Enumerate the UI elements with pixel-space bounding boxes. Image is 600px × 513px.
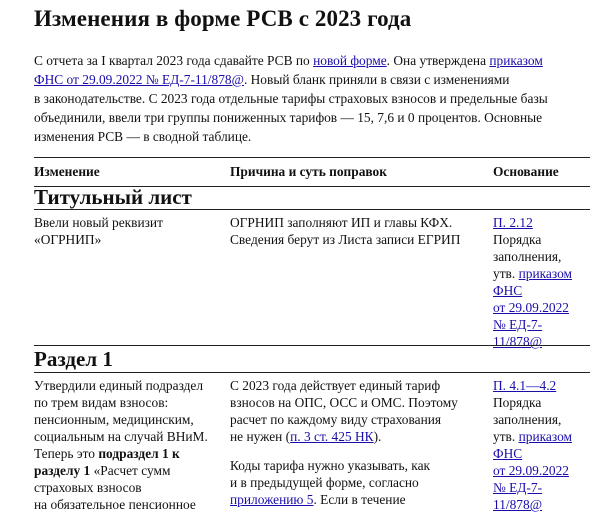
- basis-order-link-2[interactable]: от 29.09.2022: [493, 463, 569, 478]
- basis-link-p212[interactable]: П. 2.12: [493, 215, 533, 230]
- nk-article-link[interactable]: п. 3 ст. 425 НК: [290, 429, 374, 444]
- row2-reason: С 2023 года действует единый тариф взносов на ОПС, ОСС и ОМС. Поэтому расчет по каждому виду страхования не нужен (п. 3 ст. 425 НК). Коды тарифа нужно указывать, как и в предыдущей форме, согласно приложению 5. Если в течение: [230, 378, 458, 507]
- divider: [34, 372, 590, 373]
- table-header: [34, 157, 590, 187]
- intro-line-5: изменения РСВ — в сводной таблице.: [34, 129, 252, 144]
- basis-order-link-3[interactable]: № ЕД-7-: [493, 480, 543, 495]
- intro-paragraph: [34, 51, 590, 146]
- basis-order-link-2[interactable]: от 29.09.2022: [493, 300, 569, 315]
- row1-reason: ОГРНИП заполняют ИП и главы КФХ. Сведения берут из Листа записи ЕГРИП: [230, 215, 461, 247]
- basis-order-link-1[interactable]: ФНС: [493, 446, 523, 461]
- header-basis: Основание: [493, 164, 559, 179]
- basis-order-link-4[interactable]: 11/878@: [493, 497, 543, 512]
- page-title: Изменения в форме РСВ с 2023 года: [34, 6, 412, 31]
- row1-change: Ввели новый реквизит «ОГРНИП»: [34, 215, 163, 247]
- divider: [34, 209, 590, 210]
- row2-basis: П. 4.1—4.2 Порядка заполнения, утв. приказом ФНС от 29.09.2022 № ЕД-7- 11/878@: [493, 378, 572, 512]
- divider: [34, 345, 590, 346]
- section-title-page: Титульный лист: [34, 185, 192, 209]
- header-reason: Причина и суть поправок: [230, 164, 387, 179]
- basis-order-link-4[interactable]: 11/878@: [493, 334, 543, 349]
- new-form-link[interactable]: новой форме: [313, 53, 387, 68]
- order-link[interactable]: приказом: [489, 53, 543, 68]
- row1-basis: П. 2.12 Порядка заполнения, утв. приказом ФНС от 29.09.2022 № ЕД-7- 11/878@: [493, 215, 572, 349]
- order-link-cont[interactable]: ФНС от 29.09.2022 № ЕД-7-11/878@: [34, 72, 244, 87]
- basis-order-link[interactable]: приказом: [518, 429, 572, 444]
- basis-order-link-1[interactable]: ФНС: [493, 283, 523, 298]
- intro-line-1: С отчета за I квартал 2023 года сдавайте РСВ по новой форме. Она утверждена приказом: [34, 53, 543, 68]
- intro-line-4: объединили, ввели три группы пониженных тарифов — 15, 7,6 и 0 процентов. Основные: [34, 110, 543, 125]
- section-razdel-1: Раздел 1: [34, 347, 113, 371]
- intro-line-2: ФНС от 29.09.2022 № ЕД-7-11/878@. Новый бланк приняли в связи с изменениями: [34, 72, 510, 87]
- header-change: Изменение: [34, 164, 100, 179]
- basis-order-link-3[interactable]: № ЕД-7-: [493, 317, 543, 332]
- appendix-5-link[interactable]: приложению 5: [230, 492, 314, 507]
- row2-change: Утвердили единый подраздел по трем видам взносов: пенсионным, медицинским, социальным на случай ВНиМ. Теперь это подраздел 1 к разделу 1 «Расчет сумм страховых взносов на обязательное пенсионное: [34, 378, 208, 512]
- basis-order-link[interactable]: приказом: [518, 266, 572, 281]
- basis-link-p41-42[interactable]: П. 4.1—4.2: [493, 378, 557, 393]
- intro-line-3: в законодательстве. С 2023 года отдельные тарифы страховых взносов и предельные базы: [34, 91, 548, 106]
